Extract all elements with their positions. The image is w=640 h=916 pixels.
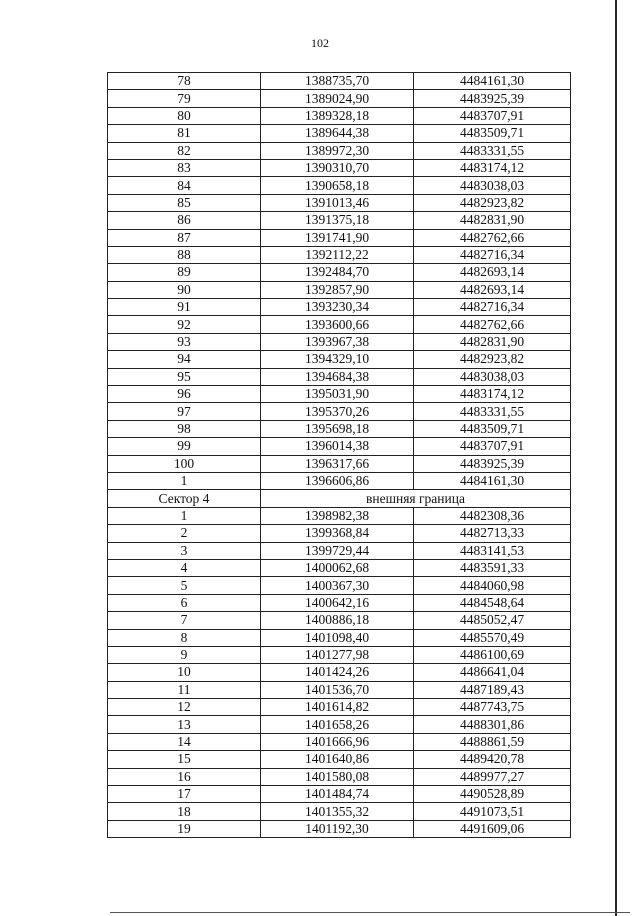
x-coordinate-cell: 1401355,32 (261, 803, 414, 820)
table-row (108, 646, 571, 663)
table-row (108, 229, 571, 246)
x-coordinate-cell: 1389972,30 (261, 142, 414, 159)
y-coordinate-cell: 4483925,39 (414, 455, 571, 472)
y-coordinate-cell: 4483038,03 (414, 368, 571, 385)
point-number-cell: 80 (108, 107, 261, 124)
y-coordinate-cell: 4482831,90 (414, 212, 571, 229)
table-row (108, 420, 571, 437)
y-coordinate-cell: 4483174,12 (414, 159, 571, 176)
point-number-cell: 4 (108, 559, 261, 576)
table-row (108, 299, 571, 316)
y-coordinate-cell: 4482831,90 (414, 333, 571, 350)
point-number-cell: 95 (108, 368, 261, 385)
x-coordinate-cell: 1401614,82 (261, 699, 414, 716)
table-row (108, 594, 571, 611)
x-coordinate-cell: 1399729,44 (261, 542, 414, 559)
table-row (108, 368, 571, 385)
point-number-cell: 99 (108, 438, 261, 455)
y-coordinate-cell: 4487189,43 (414, 681, 571, 698)
x-coordinate-cell: 1395031,90 (261, 386, 414, 403)
point-number-cell: 12 (108, 699, 261, 716)
table-row (108, 664, 571, 681)
x-coordinate-cell: 1388735,70 (261, 73, 414, 90)
table-row (108, 212, 571, 229)
x-coordinate-cell: 1396606,86 (261, 472, 414, 489)
x-coordinate-cell: 1395698,18 (261, 420, 414, 437)
y-coordinate-cell: 4486100,69 (414, 646, 571, 663)
y-coordinate-cell: 4482308,36 (414, 507, 571, 524)
table-row (108, 73, 571, 90)
table-row (108, 681, 571, 698)
x-coordinate-cell: 1389644,38 (261, 125, 414, 142)
table-row (108, 351, 571, 368)
table-row (108, 403, 571, 420)
point-number-cell: 85 (108, 194, 261, 211)
x-coordinate-cell: 1391013,46 (261, 194, 414, 211)
x-coordinate-cell: 1401536,70 (261, 681, 414, 698)
point-number-cell: 3 (108, 542, 261, 559)
point-number-cell: 88 (108, 246, 261, 263)
x-coordinate-cell: 1401424,26 (261, 664, 414, 681)
y-coordinate-cell: 4483174,12 (414, 386, 571, 403)
table-row (108, 612, 571, 629)
y-coordinate-cell: 4483509,71 (414, 125, 571, 142)
table-row (108, 733, 571, 750)
x-coordinate-cell: 1395370,26 (261, 403, 414, 420)
x-coordinate-cell: 1399368,84 (261, 525, 414, 542)
table-row (108, 159, 571, 176)
y-coordinate-cell: 4491073,51 (414, 803, 571, 820)
point-number-cell: 86 (108, 212, 261, 229)
x-coordinate-cell: 1391741,90 (261, 229, 414, 246)
point-number-cell: 5 (108, 577, 261, 594)
point-number-cell: 17 (108, 786, 261, 803)
y-coordinate-cell: 4490528,89 (414, 786, 571, 803)
x-coordinate-cell: 1389024,90 (261, 90, 414, 107)
point-number-cell: 89 (108, 264, 261, 281)
x-coordinate-cell: 1393967,38 (261, 333, 414, 350)
x-coordinate-cell: 1392484,70 (261, 264, 414, 281)
scan-edge-line (615, 0, 617, 916)
table-row (108, 125, 571, 142)
table-row (108, 577, 571, 594)
table-row (108, 438, 571, 455)
y-coordinate-cell: 4483509,71 (414, 420, 571, 437)
table-row (108, 246, 571, 263)
point-number-cell: 90 (108, 281, 261, 298)
table-row (108, 559, 571, 576)
x-coordinate-cell: 1393230,34 (261, 299, 414, 316)
point-number-cell: 2 (108, 525, 261, 542)
table-row (108, 194, 571, 211)
point-number-cell: 15 (108, 751, 261, 768)
table-row (108, 177, 571, 194)
coordinates-table-body (108, 73, 571, 838)
y-coordinate-cell: 4482762,66 (414, 229, 571, 246)
y-coordinate-cell: 4483141,53 (414, 542, 571, 559)
y-coordinate-cell: 4484548,64 (414, 594, 571, 611)
x-coordinate-cell: 1401192,30 (261, 820, 414, 837)
point-number-cell: 18 (108, 803, 261, 820)
y-coordinate-cell: 4491609,06 (414, 820, 571, 837)
y-coordinate-cell: 4483331,55 (414, 403, 571, 420)
table-row (108, 507, 571, 524)
table-row (108, 629, 571, 646)
table-row (108, 455, 571, 472)
sector-header-row (108, 490, 571, 507)
point-number-cell: 87 (108, 229, 261, 246)
point-number-cell: 9 (108, 646, 261, 663)
y-coordinate-cell: 4487743,75 (414, 699, 571, 716)
point-number-cell: 93 (108, 333, 261, 350)
point-number-cell: 1 (108, 472, 261, 489)
x-coordinate-cell: 1396014,38 (261, 438, 414, 455)
table-row (108, 333, 571, 350)
x-coordinate-cell: 1400062,68 (261, 559, 414, 576)
x-coordinate-cell: 1401658,26 (261, 716, 414, 733)
y-coordinate-cell: 4489977,27 (414, 768, 571, 785)
point-number-cell: 81 (108, 125, 261, 142)
point-number-cell: 82 (108, 142, 261, 159)
table-row (108, 716, 571, 733)
x-coordinate-cell: 1401098,40 (261, 629, 414, 646)
table-row (108, 386, 571, 403)
point-number-cell: 7 (108, 612, 261, 629)
x-coordinate-cell: 1394329,10 (261, 351, 414, 368)
y-coordinate-cell: 4484161,30 (414, 73, 571, 90)
x-coordinate-cell: 1400886,18 (261, 612, 414, 629)
x-coordinate-cell: 1398982,38 (261, 507, 414, 524)
table-row (108, 472, 571, 489)
point-number-cell: 100 (108, 455, 261, 472)
table-row (108, 699, 571, 716)
y-coordinate-cell: 4483038,03 (414, 177, 571, 194)
table-row (108, 264, 571, 281)
y-coordinate-cell: 4483707,91 (414, 438, 571, 455)
y-coordinate-cell: 4483331,55 (414, 142, 571, 159)
x-coordinate-cell: 1401484,74 (261, 786, 414, 803)
y-coordinate-cell: 4482713,33 (414, 525, 571, 542)
table-row (108, 90, 571, 107)
table-row (108, 751, 571, 768)
y-coordinate-cell: 4482693,14 (414, 264, 571, 281)
point-number-cell: 78 (108, 73, 261, 90)
x-coordinate-cell: 1392857,90 (261, 281, 414, 298)
x-coordinate-cell: 1401277,98 (261, 646, 414, 663)
y-coordinate-cell: 4485570,49 (414, 629, 571, 646)
point-number-cell: 98 (108, 420, 261, 437)
y-coordinate-cell: 4482762,66 (414, 316, 571, 333)
point-number-cell: 6 (108, 594, 261, 611)
page-number: 102 (311, 36, 329, 50)
y-coordinate-cell: 4486641,04 (414, 664, 571, 681)
table-row (108, 281, 571, 298)
x-coordinate-cell: 1401640,86 (261, 751, 414, 768)
table-row (108, 803, 571, 820)
scan-bottom-line (110, 912, 630, 913)
x-coordinate-cell: 1389328,18 (261, 107, 414, 124)
x-coordinate-cell: 1391375,18 (261, 212, 414, 229)
x-coordinate-cell: 1390310,70 (261, 159, 414, 176)
point-number-cell: 16 (108, 768, 261, 785)
table-row (108, 820, 571, 837)
x-coordinate-cell: 1400367,30 (261, 577, 414, 594)
x-coordinate-cell: 1401666,96 (261, 733, 414, 750)
point-number-cell: 79 (108, 90, 261, 107)
table-row (108, 786, 571, 803)
point-number-cell: 10 (108, 664, 261, 681)
y-coordinate-cell: 4482716,34 (414, 246, 571, 263)
point-number-cell: 19 (108, 820, 261, 837)
point-number-cell: 92 (108, 316, 261, 333)
y-coordinate-cell: 4489420,78 (414, 751, 571, 768)
y-coordinate-cell: 4488301,86 (414, 716, 571, 733)
coordinates-table (107, 72, 571, 838)
x-coordinate-cell: 1401580,08 (261, 768, 414, 785)
y-coordinate-cell: 4482923,82 (414, 194, 571, 211)
y-coordinate-cell: 4482693,14 (414, 281, 571, 298)
x-coordinate-cell: 1400642,16 (261, 594, 414, 611)
table-row (108, 525, 571, 542)
x-coordinate-cell: 1396317,66 (261, 455, 414, 472)
point-number-cell: 8 (108, 629, 261, 646)
point-number-cell: 96 (108, 386, 261, 403)
table-row (108, 316, 571, 333)
table-row (108, 142, 571, 159)
x-coordinate-cell: 1393600,66 (261, 316, 414, 333)
table-row (108, 768, 571, 785)
point-number-cell: 84 (108, 177, 261, 194)
point-number-cell: 1 (108, 507, 261, 524)
point-number-cell: 97 (108, 403, 261, 420)
y-coordinate-cell: 4484060,98 (414, 577, 571, 594)
y-coordinate-cell: 4483707,91 (414, 107, 571, 124)
sector-label-cell: Сектор 4 (108, 490, 261, 507)
y-coordinate-cell: 4482716,34 (414, 299, 571, 316)
x-coordinate-cell: 1394684,38 (261, 368, 414, 385)
y-coordinate-cell: 4484161,30 (414, 472, 571, 489)
table-row (108, 107, 571, 124)
point-number-cell: 91 (108, 299, 261, 316)
y-coordinate-cell: 4485052,47 (414, 612, 571, 629)
point-number-cell: 14 (108, 733, 261, 750)
y-coordinate-cell: 4488861,59 (414, 733, 571, 750)
y-coordinate-cell: 4482923,82 (414, 351, 571, 368)
point-number-cell: 11 (108, 681, 261, 698)
x-coordinate-cell: 1390658,18 (261, 177, 414, 194)
point-number-cell: 94 (108, 351, 261, 368)
table-row (108, 542, 571, 559)
x-coordinate-cell: 1392112,22 (261, 246, 414, 263)
y-coordinate-cell: 4483591,33 (414, 559, 571, 576)
point-number-cell: 13 (108, 716, 261, 733)
point-number-cell: 83 (108, 159, 261, 176)
boundary-label-cell: внешняя граница (261, 490, 571, 507)
y-coordinate-cell: 4483925,39 (414, 90, 571, 107)
